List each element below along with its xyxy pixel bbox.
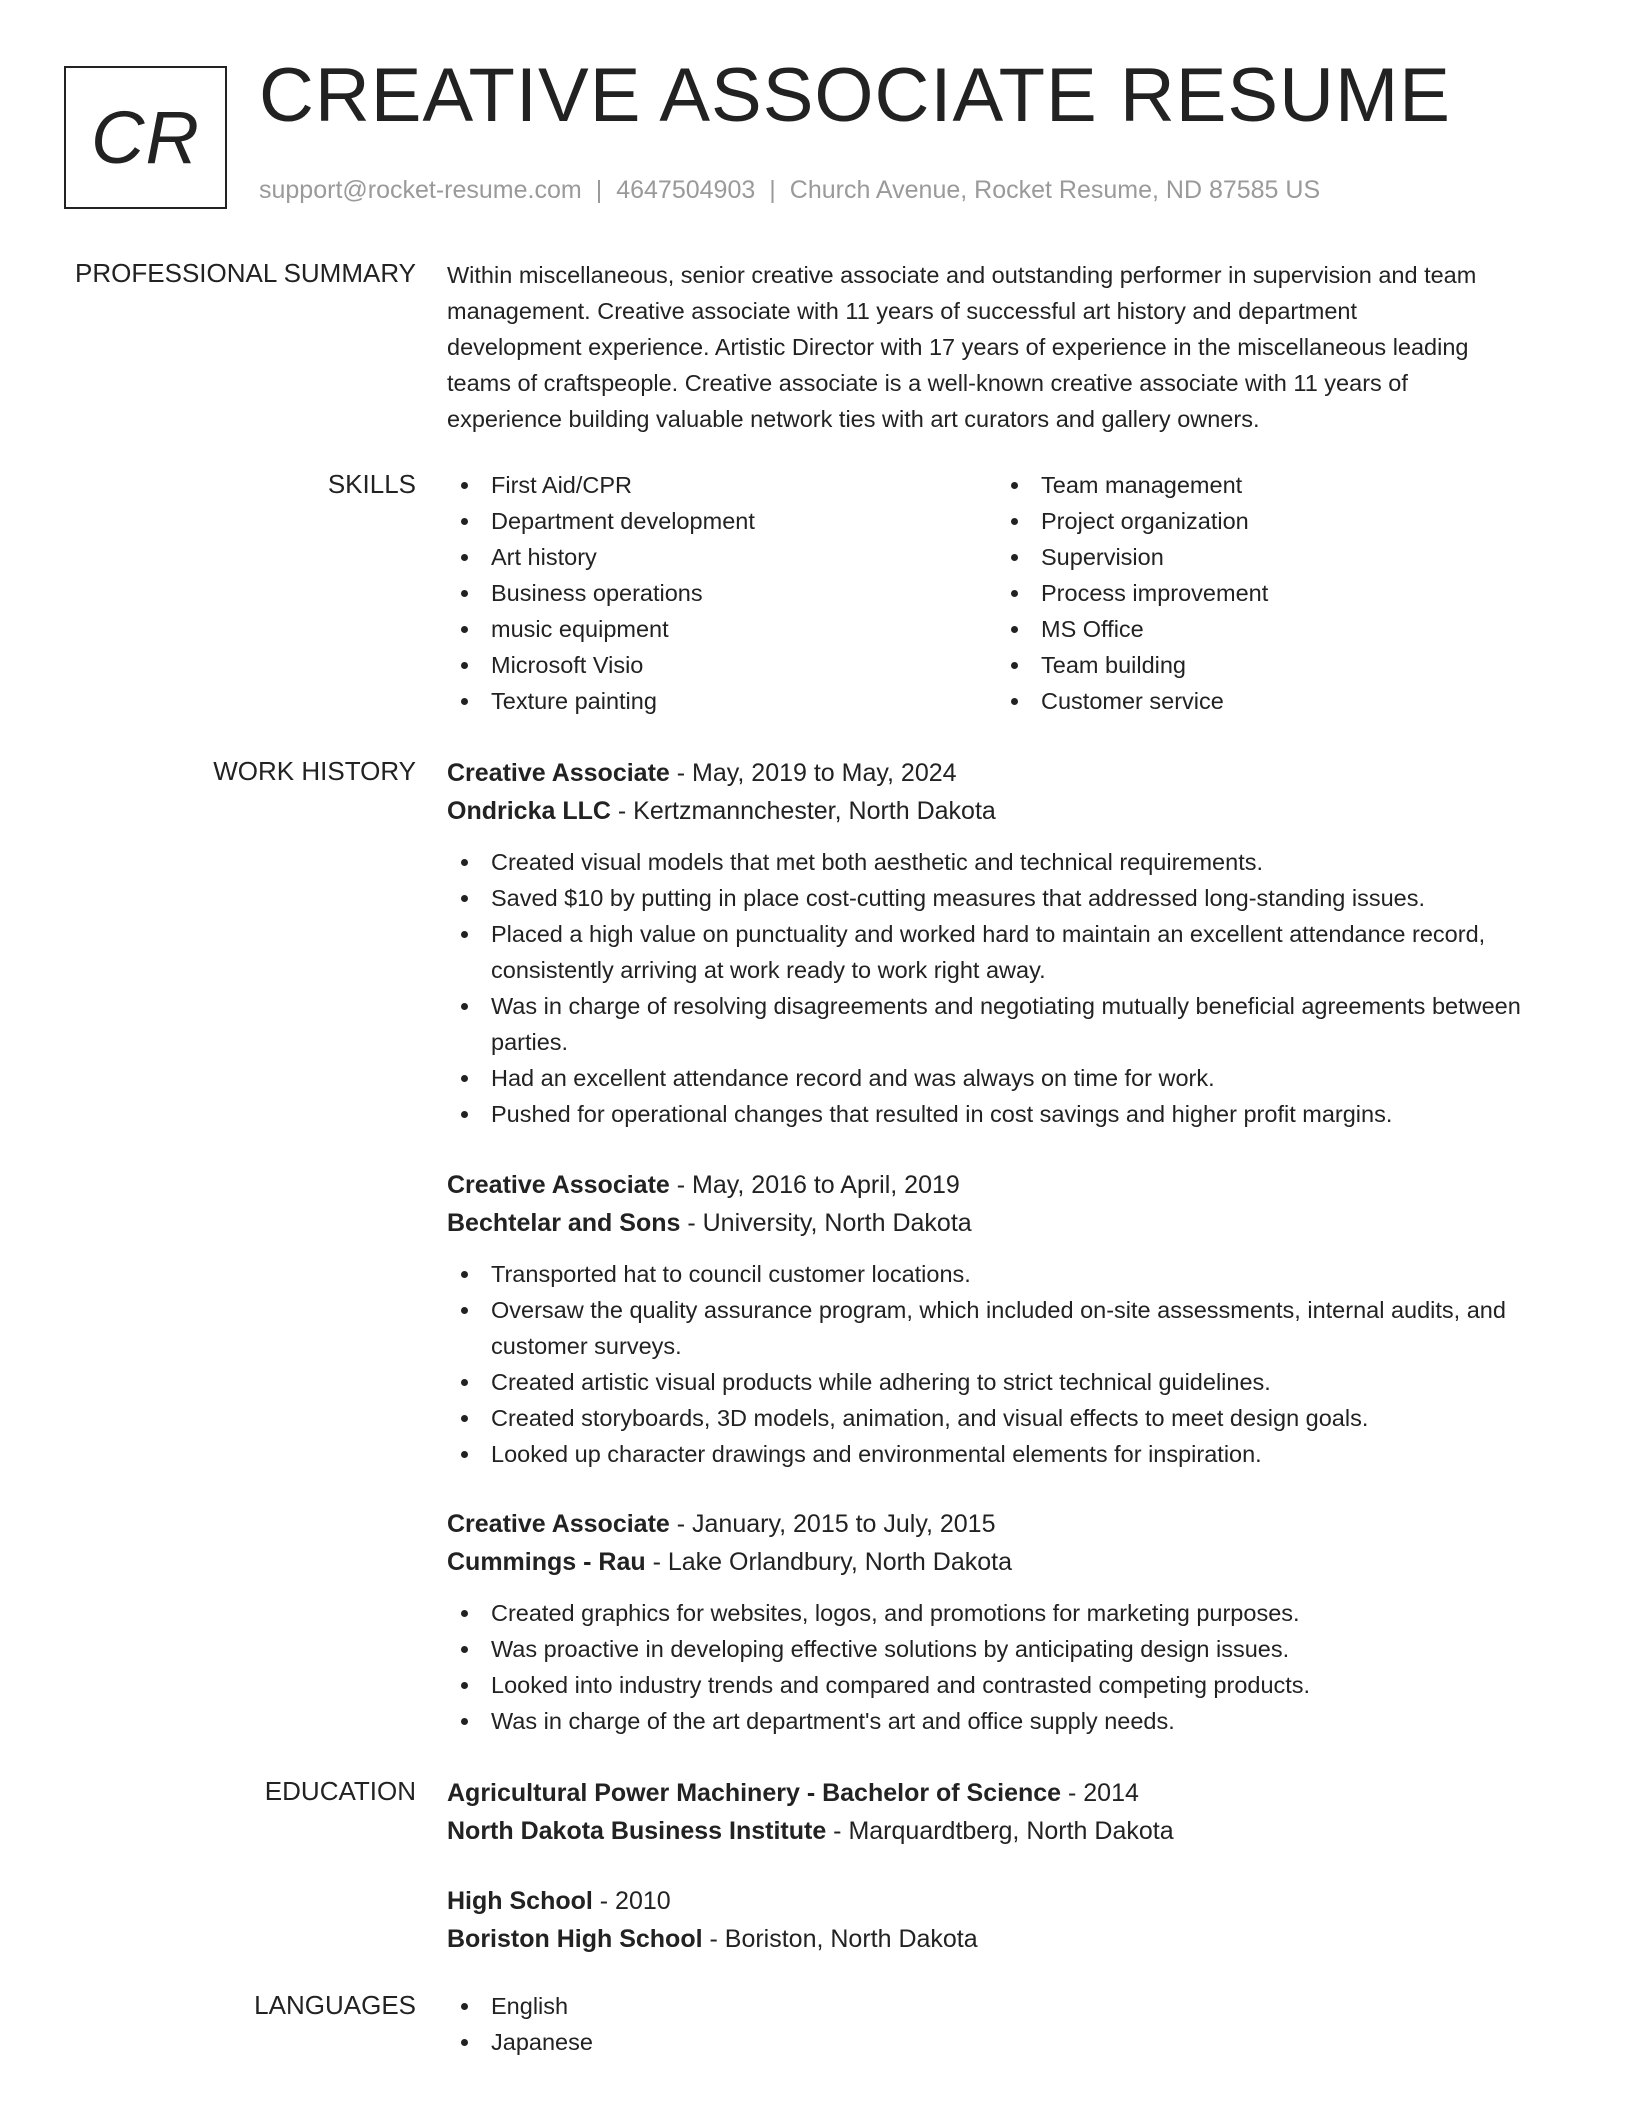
language-item: Japanese xyxy=(447,2024,1567,2060)
job-title: Creative Associate xyxy=(447,759,670,787)
job-title: Creative Associate xyxy=(447,1171,670,1199)
job-company-line xyxy=(447,792,1567,830)
summary-line: experience building valuable network ties with art curators and gallery owners. xyxy=(447,406,1260,432)
section-label-skills: SKILLS xyxy=(327,469,416,499)
skill-item: Texture painting xyxy=(447,683,997,719)
monogram-text: CR xyxy=(91,96,200,179)
education-entry xyxy=(447,1774,1567,1850)
skill-item: Microsoft Visio xyxy=(447,647,997,683)
section-label-summary: PROFESSIONAL SUMMARY xyxy=(75,258,416,288)
monogram-badge xyxy=(64,66,227,209)
skill-item: Team building xyxy=(997,647,1547,683)
education-school-line xyxy=(447,1920,1567,1958)
job-bullet: Created storyboards, 3D models, animation, and visual effects to meet design goals. xyxy=(447,1400,1567,1436)
summary-line: teams of craftspeople. Creative associate is a well-known creative associate with 11 years of xyxy=(447,370,1408,396)
education-degree: Agricultural Power Machinery - Bachelor of Science xyxy=(447,1779,1062,1807)
contact-separator: | xyxy=(595,176,603,204)
education-entry xyxy=(447,1882,1567,1958)
education-year: - 2014 xyxy=(1061,1779,1139,1807)
job-dates: - May, 2019 to May, 2024 xyxy=(669,759,957,787)
summary-text xyxy=(447,257,1567,437)
job-bullet: Saved $10 by putting in place cost-cutting measures that addressed long-standing issues. xyxy=(447,880,1567,916)
job-location: - Lake Orlandbury, North Dakota xyxy=(645,1548,1012,1576)
skill-item: MS Office xyxy=(997,611,1547,647)
job-bullet: Looked into industry trends and compared and contrasted competing products. xyxy=(447,1667,1567,1703)
summary-line: development experience. Artistic Director with 17 years of experience in the miscellaneous leading xyxy=(447,334,1469,360)
skill-item: Business operations xyxy=(447,575,997,611)
job-bullet: Created graphics for websites, logos, and promotions for marketing purposes. xyxy=(447,1595,1567,1631)
job-company-line xyxy=(447,1543,1567,1581)
education-school: Boriston High School xyxy=(447,1925,703,1953)
job-bullet: Placed a high value on punctuality and worked hard to maintain an excellent attendance record, consistently arriving at work ready to work right away. xyxy=(447,916,1567,988)
skills-list xyxy=(447,467,1567,719)
job-title-line xyxy=(447,1166,1567,1204)
skill-item: Project organization xyxy=(997,503,1547,539)
education-year: - 2010 xyxy=(592,1887,671,1915)
job-bullet-list xyxy=(447,1256,1567,1472)
job-bullet: Transported hat to council customer locations. xyxy=(447,1256,1567,1292)
contact-line xyxy=(259,176,1320,205)
job-bullet: Looked up character drawings and environmental elements for inspiration. xyxy=(447,1436,1567,1472)
languages-list xyxy=(447,1988,1567,2060)
skill-item: Department development xyxy=(447,503,997,539)
job-company: Ondricka LLC xyxy=(447,797,611,825)
skill-item: Supervision xyxy=(997,539,1547,575)
job-entry xyxy=(447,754,1567,1132)
education-degree: High School xyxy=(447,1887,593,1915)
job-company-line xyxy=(447,1204,1567,1242)
skill-item: music equipment xyxy=(447,611,997,647)
job-bullet: Had an excellent attendance record and was always on time for work. xyxy=(447,1060,1567,1096)
education-school-line xyxy=(447,1812,1567,1850)
job-bullet: Was in charge of the art department's art and office supply needs. xyxy=(447,1703,1567,1739)
job-title: Creative Associate xyxy=(447,1510,670,1538)
job-bullet: Was in charge of resolving disagreements and negotiating mutually beneficial agreements between parties. xyxy=(447,988,1567,1060)
contact-email[interactable]: support@rocket-resume.com xyxy=(259,176,582,204)
skill-item: Customer service xyxy=(997,683,1547,719)
education-location: - Marquardtberg, North Dakota xyxy=(826,1817,1174,1845)
education-degree-line xyxy=(447,1882,1567,1920)
job-bullet: Pushed for operational changes that resulted in cost savings and higher profit margins. xyxy=(447,1096,1567,1132)
job-company: Cummings - Rau xyxy=(447,1548,646,1576)
contact-separator: | xyxy=(769,176,776,204)
job-dates: - January, 2015 to July, 2015 xyxy=(669,1510,996,1538)
section-label-education: EDUCATION xyxy=(264,1776,416,1806)
summary-line: management. Creative associate with 11 years of successful art history and department xyxy=(447,298,1357,324)
job-title-line xyxy=(447,754,1567,792)
job-bullet: Created visual models that met both aesthetic and technical requirements. xyxy=(447,844,1567,880)
skill-item: Team management xyxy=(997,467,1547,503)
contact-address: Church Avenue, Rocket Resume, ND 87585 US xyxy=(789,176,1321,204)
section-label-work-history: WORK HISTORY xyxy=(213,756,416,786)
job-bullet-list xyxy=(447,844,1567,1132)
job-bullet: Oversaw the quality assurance program, which included on-site assessments, internal audits, and customer surveys. xyxy=(447,1292,1567,1364)
language-item: English xyxy=(447,1988,1567,2024)
section-label-languages: LANGUAGES xyxy=(254,1990,416,2020)
resume-title: CREATIVE ASSOCIATE RESUME xyxy=(259,53,1451,138)
job-bullet-list xyxy=(447,1595,1567,1739)
job-location: - University, North Dakota xyxy=(680,1209,972,1237)
skill-item: First Aid/CPR xyxy=(447,467,997,503)
education-location: - Boriston, North Dakota xyxy=(702,1925,978,1953)
education-school: North Dakota Business Institute xyxy=(447,1817,827,1845)
job-company: Bechtelar and Sons xyxy=(447,1209,681,1237)
job-entry xyxy=(447,1166,1567,1472)
education-degree-line xyxy=(447,1774,1567,1812)
skill-item: Art history xyxy=(447,539,997,575)
job-location: - Kertzmannchester, North Dakota xyxy=(610,797,996,825)
job-bullet: Created artistic visual products while adhering to strict technical guidelines. xyxy=(447,1364,1567,1400)
job-dates: - May, 2016 to April, 2019 xyxy=(669,1171,960,1199)
job-bullet: Was proactive in developing effective solutions by anticipating design issues. xyxy=(447,1631,1567,1667)
job-entry xyxy=(447,1505,1567,1739)
summary-line: Within miscellaneous, senior creative associate and outstanding performer in supervision and team xyxy=(447,262,1477,288)
job-title-line xyxy=(447,1505,1567,1543)
skill-item: Process improvement xyxy=(997,575,1547,611)
contact-phone[interactable]: 4647504903 xyxy=(616,176,756,204)
